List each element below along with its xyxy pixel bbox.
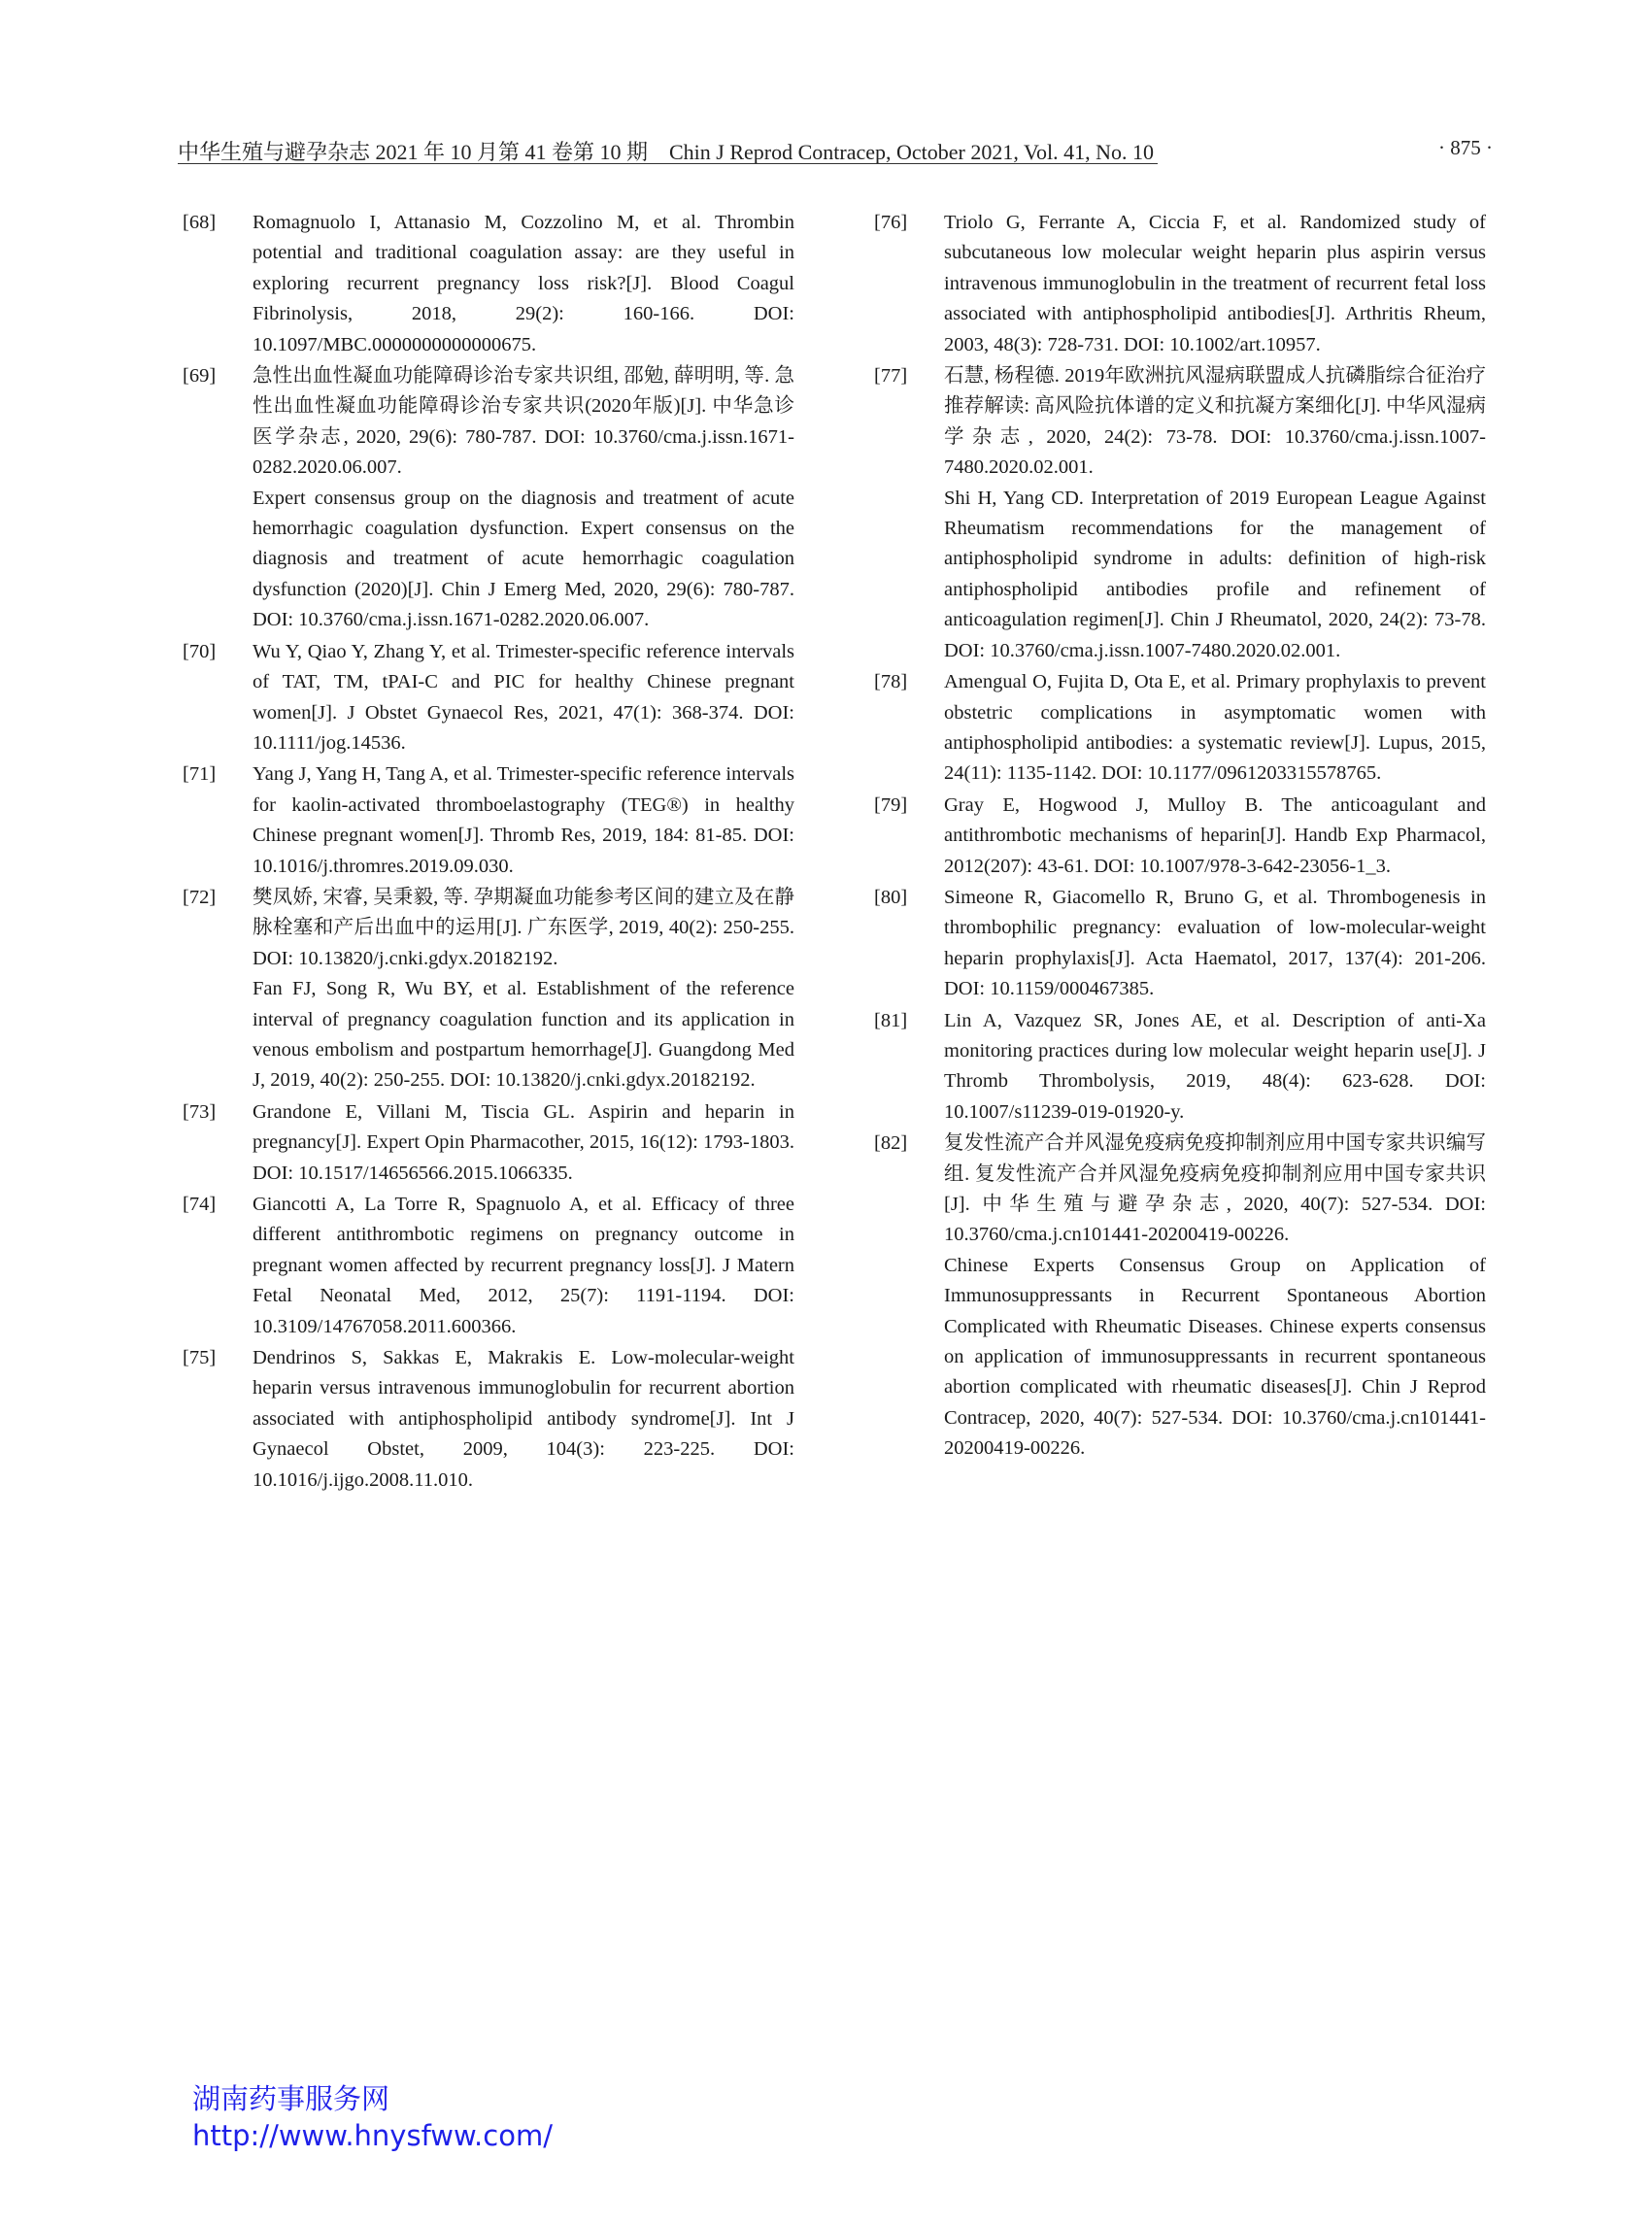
watermark-site-name: 湖南药事服务网	[192, 2082, 390, 2115]
reference-number: [78]	[874, 671, 908, 693]
watermark-url[interactable]: http://www.hnysfww.com/	[192, 2119, 553, 2152]
site-watermark	[192, 2080, 553, 2154]
running-header	[178, 132, 1493, 165]
reference-text	[944, 883, 1486, 1005]
page-number: · 875 ·	[1438, 136, 1493, 159]
reference-item	[183, 637, 794, 759]
reference-translation: Shi H, Yang CD. Interpretation of 2019 European League Against Rheumatism recommendations for the management of antiphospholipid syndrome in adults: definition of high-risk antiphospholipid antibodies profile and refinement of anticoagulation regimen[J]. Chin J Rheumatol, 2020, 24(2): 73-78. DOI: 10.3760/cma.j.issn.1007-7480.2020.02.001.	[944, 487, 1486, 661]
reference-translation: Chinese Experts Consensus Group on Application of Immunosuppressants in Recurrent Spontaneous Abortion Complicated with Rheumatic Diseases. Chinese experts consensus on application of immunosuppressants in recurrent spontaneous abortion complicated with rheumatic diseases[J]. Chin J Reprod Contracep, 2020, 40(7): 527-534. DOI: 10.3760/cma.j.cn101441-20200419-00226.	[944, 1254, 1486, 1460]
reference-number: [74]	[183, 1194, 217, 1215]
reference-column-left	[183, 208, 794, 1497]
reference-item	[874, 1006, 1486, 1129]
reference-citation: 复发性流产合并风湿免疫病免疫抑制剂应用中国专家共识编写组. 复发性流产合并风湿免疫病免疫抑制剂应用中国专家共识[J]. 中华生殖与避孕杂志, 2020, 40(7): 527-534. DOI: 10.3760/cma.j.cn101441-20200419-00226.	[944, 1132, 1486, 1246]
reference-item	[874, 667, 1486, 790]
reference-text	[944, 667, 1486, 790]
reference-text	[944, 361, 1486, 666]
reference-item	[183, 361, 794, 636]
reference-text	[253, 1343, 794, 1496]
reference-item	[183, 1097, 794, 1189]
reference-number: [73]	[183, 1100, 217, 1123]
reference-citation: Triolo G, Ferrante A, Ciccia F, et al. Randomized study of subcutaneous low molecular weight heparin plus aspirin versus intravenous immunoglobulin in the treatment of recurrent fetal loss associated with antiphospholipid antibodies[J]. Arthritis Rheum, 2003, 48(3): 728-731. DOI: 10.1002/art.10957.	[944, 212, 1486, 355]
reference-citation: Gray E, Hogwood J, Mulloy B. The anticoagulant and antithrombotic mechanisms of heparin[J]. Handb Exp Pharmacol, 2012(207): 43-61. DOI: 10.1007/978-3-642-23056-1_3.	[944, 793, 1486, 877]
reference-text	[253, 361, 794, 636]
reference-citation: 樊凤娇, 宋睿, 吴秉毅, 等. 孕期凝血功能参考区间的建立及在静脉栓塞和产后出血中的运用[J]. 广东医学, 2019, 40(2): 250-255. DOI: 10.13820/j.cnki.gdyx.20182192.	[253, 886, 794, 969]
reference-item	[183, 208, 794, 360]
reference-item	[183, 1190, 794, 1342]
reference-citation: Simeone R, Giacomello R, Bruno G, et al. Thrombogenesis in thrombophilic pregnancy: evaluation of low-molecular-weight heparin prophylaxis[J]. Acta Haematol, 2017, 137(4): 201-206. DOI: 10.1159/000467385.	[944, 886, 1486, 1000]
reference-citation: Wu Y, Qiao Y, Zhang Y, et al. Trimester-specific reference intervals of TAT, TM, tPAI-C and PIC for healthy Chinese pregnant women[J]. J Obstet Gynaecol Res, 2021, 47(1): 368-374. DOI: 10.1111/jog.14536.	[253, 640, 794, 754]
reference-citation: Yang J, Yang H, Tang A, et al. Trimester-specific reference intervals for kaolin-activated thromboelastography (TEG®) in healthy Chinese pregnant women[J]. Thromb Res, 2019, 184: 81-85. DOI: 10.1016/j.thromres.2019.09.030.	[253, 763, 794, 877]
reference-item	[183, 883, 794, 1096]
reference-text	[253, 1097, 794, 1189]
reference-translation: Expert consensus group on the diagnosis and treatment of acute hemorrhagic coagulation dysfunction. Expert consensus on the diagnosis and treatment of acute hemorrhagic coagulation dysfunction (2020)[J]. Chin J Emerg Med, 2020, 29(6): 780-787. DOI: 10.3760/cma.j.issn.1671-0282.2020.06.007.	[253, 487, 794, 631]
journal-title: 中华生殖与避孕杂志 2021 年 10 月第 41 卷第 10 期 Chin J Reprod Contracep, October 2021, Vol. 41, No. 10	[178, 140, 1155, 164]
reference-text	[944, 208, 1486, 360]
reference-number: [72]	[183, 886, 217, 908]
reference-text	[253, 759, 794, 882]
reference-citation: Amengual O, Fujita D, Ota E, et al. Primary prophylaxis to prevent obstetric complications in asymptomatic women with antiphospholipid antibodies: a systematic review[J]. Lupus, 2015, 24(11): 1135-1142. DOI: 10.1177/0961203315578765.	[944, 671, 1486, 785]
reference-item	[874, 361, 1486, 666]
reference-text	[944, 791, 1486, 882]
reference-citation: Grandone E, Villani M, Tiscia GL. Aspirin and heparin in pregnancy[J]. Expert Opin Pharmacother, 2015, 16(12): 1793-1803. DOI: 10.1517/14656566.2015.1066335.	[253, 1100, 794, 1184]
reference-text	[253, 637, 794, 759]
reference-item	[874, 1129, 1486, 1464]
reference-citation: 急性出血性凝血功能障碍诊治专家共识组, 邵勉, 薛明明, 等. 急性出血性凝血功能障碍诊治专家共识(2020年版)[J]. 中华急诊医学杂志, 2020, 29(6): 780-787. DOI: 10.3760/cma.j.issn.1671-0282.2020.06.007.	[253, 365, 794, 479]
reference-item	[874, 208, 1486, 360]
reference-citation: 石慧, 杨程德. 2019年欧洲抗风湿病联盟成人抗磷脂综合征治疗推荐解读: 高风险抗体谱的定义和抗凝方案细化[J]. 中华风湿病学杂志, 2020, 24(2): 73-78. DOI: 10.3760/cma.j.issn.1007-7480.2020.02.001.	[944, 365, 1486, 479]
reference-text	[253, 1190, 794, 1342]
header-rule	[178, 163, 1158, 164]
reference-text	[253, 208, 794, 360]
reference-column-right	[874, 208, 1486, 1466]
reference-number: [75]	[183, 1347, 217, 1369]
reference-number: [71]	[183, 763, 217, 786]
reference-translation: Fan FJ, Song R, Wu BY, et al. Establishment of the reference interval of pregnancy coagulation function and its application in venous embolism and postpartum hemorrhage[J]. Guangdong Med J, 2019, 40(2): 250-255. DOI: 10.13820/j.cnki.gdyx.20182192.	[253, 978, 794, 1092]
reference-number: [82]	[874, 1132, 908, 1155]
reference-number: [70]	[183, 640, 217, 662]
reference-number: [79]	[874, 793, 908, 816]
reference-number: [68]	[183, 212, 217, 233]
reference-number: [81]	[874, 1009, 908, 1031]
reference-citation: Giancotti A, La Torre R, Spagnuolo A, et al. Efficacy of three different antithrombotic regimens on pregnancy outcome in pregnant women affected by recurrent pregnancy loss[J]. J Matern Fetal Neonatal Med, 2012, 25(7): 1191-1194. DOI: 10.3109/14767058.2011.600366.	[253, 1194, 794, 1337]
reference-number: [76]	[874, 212, 908, 233]
reference-number: [69]	[183, 365, 217, 388]
reference-item	[183, 1343, 794, 1496]
reference-item	[874, 791, 1486, 882]
reference-item	[874, 883, 1486, 1005]
reference-text	[253, 883, 794, 1096]
reference-citation: Lin A, Vazquez SR, Jones AE, et al. Description of anti-Xa monitoring practices during low molecular weight heparin use[J]. J Thromb Thrombolysis, 2019, 48(4): 623-628. DOI: 10.1007/s11239-019-01920-y.	[944, 1009, 1486, 1123]
reference-number: [80]	[874, 886, 908, 908]
reference-text	[944, 1006, 1486, 1129]
reference-text	[944, 1129, 1486, 1464]
reference-item	[183, 759, 794, 882]
reference-citation: Dendrinos S, Sakkas E, Makrakis E. Low-molecular-weight heparin versus intravenous immunoglobulin for recurrent abortion associated with antiphospholipid antibody syndrome[J]. Int J Gynaecol Obstet, 2009, 104(3): 223-225. DOI: 10.1016/j.ijgo.2008.11.010.	[253, 1347, 794, 1491]
reference-citation: Romagnuolo I, Attanasio M, Cozzolino M, et al. Thrombin potential and traditional coagulation assay: are they useful in exploring recurrent pregnancy loss risk?[J]. Blood Coagul Fibrinolysis, 2018, 29(2): 160-166. DOI: 10.1097/MBC.0000000000000675.	[253, 212, 794, 355]
reference-number: [77]	[874, 365, 908, 388]
